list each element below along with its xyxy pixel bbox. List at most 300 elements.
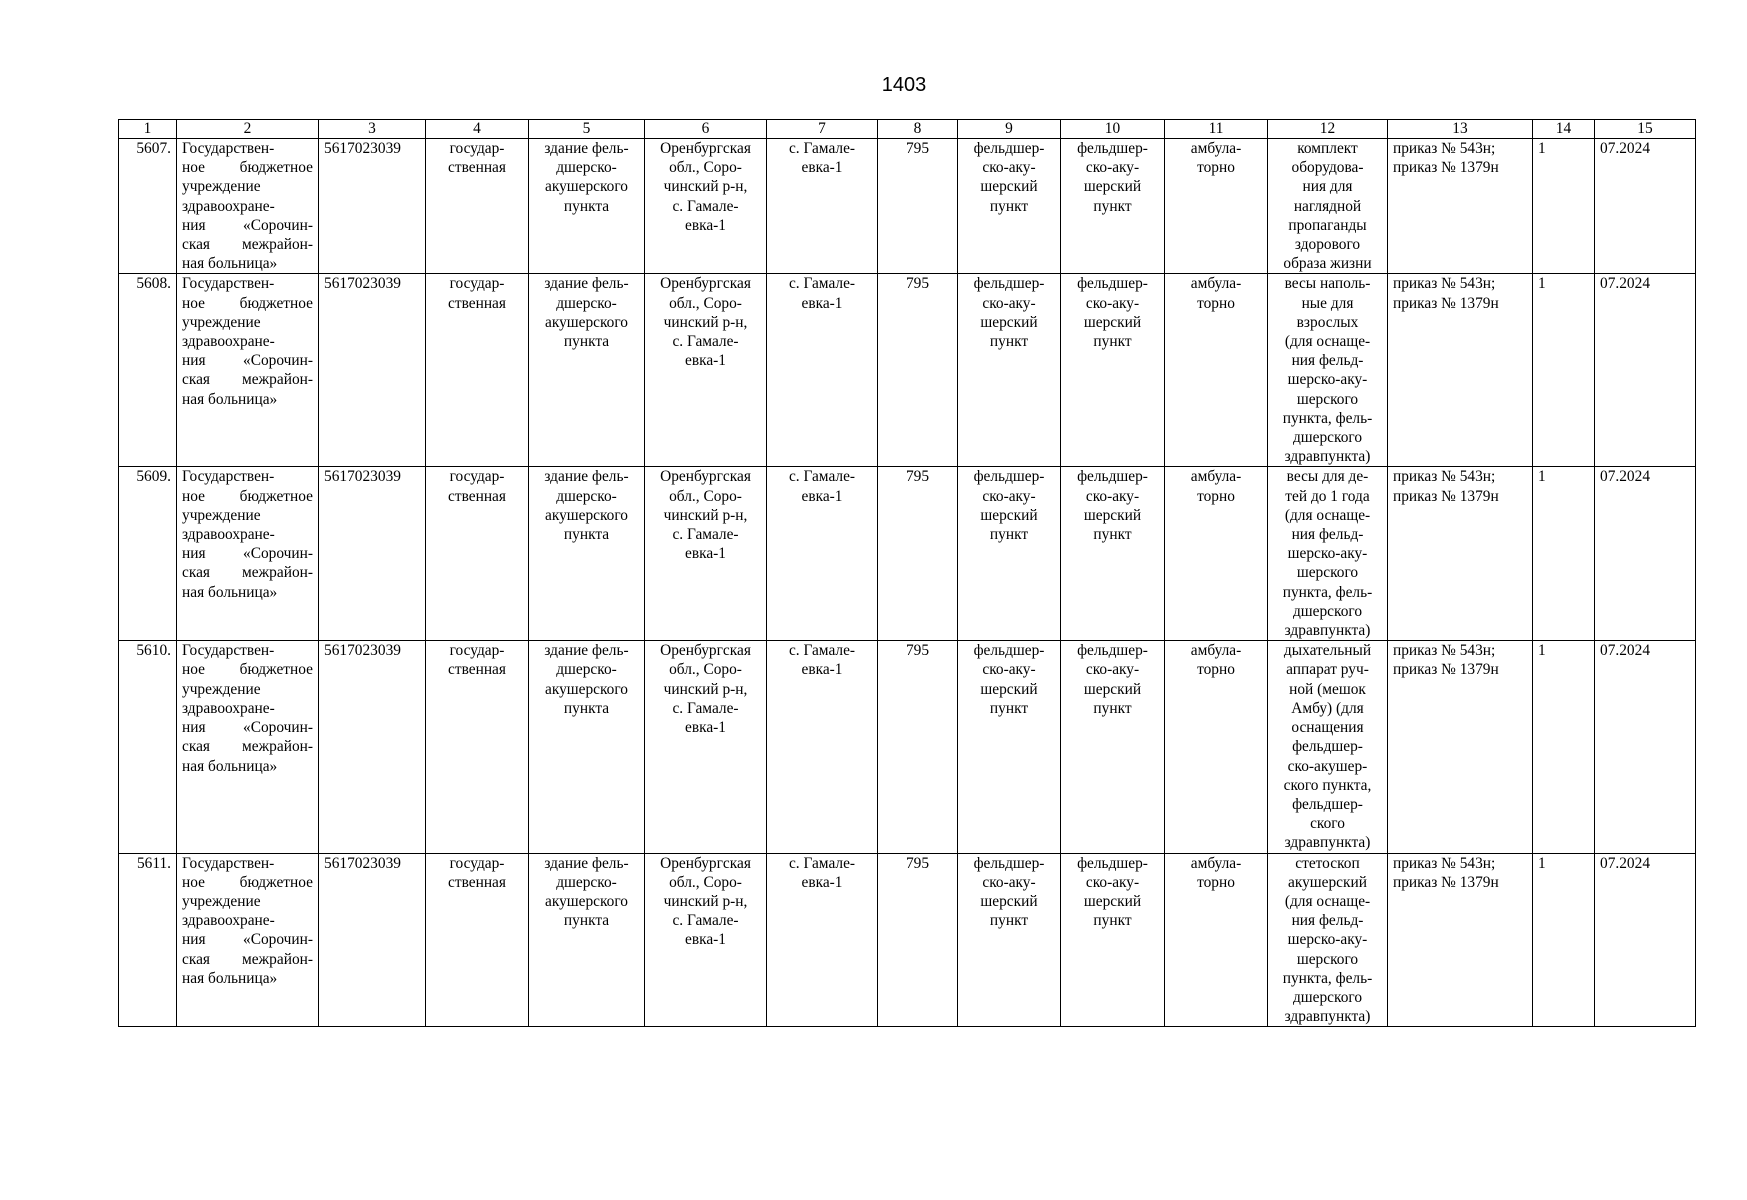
cell-line: дшерского xyxy=(1292,602,1363,620)
cell-line: шерский xyxy=(1083,178,1142,196)
cell-date: 07.2024 xyxy=(1595,274,1696,467)
cell-line: с. Гамале- xyxy=(672,526,739,544)
cell-population: 795 xyxy=(878,641,958,853)
cell-line: ния для xyxy=(1302,178,1353,196)
cell-line: Оренбургская xyxy=(660,275,751,293)
cell-inn: 5617023039 xyxy=(319,139,426,274)
cell-line: Оренбургская xyxy=(660,642,751,660)
cell-line: акушерского xyxy=(544,313,628,331)
cell-line: ная больница» xyxy=(182,583,278,601)
cell-line: оснащения xyxy=(1291,719,1364,737)
cell-organization xyxy=(177,467,319,641)
cell-line: пункта xyxy=(563,912,610,930)
cell-line: фельдшер- xyxy=(1077,642,1148,660)
cell-line: евка-1 xyxy=(685,545,726,563)
cell-equipment xyxy=(1268,853,1388,1027)
cell-row-number: 5609. xyxy=(119,467,177,641)
column-header: 9 xyxy=(958,120,1061,139)
column-header: 2 xyxy=(177,120,319,139)
cell-line: ная больница» xyxy=(182,255,278,273)
cell-line: фельдшер- xyxy=(1292,795,1363,813)
cell-facility-subtype xyxy=(1061,467,1165,641)
cell-line: с. Гамале- xyxy=(788,642,856,660)
cell-line: ственная xyxy=(448,487,506,505)
cell-line: здравпункта) xyxy=(1284,448,1371,466)
cell-line: ского xyxy=(1310,815,1345,833)
column-header: 11 xyxy=(1165,120,1268,139)
cell-row-number: 5608. xyxy=(119,274,177,467)
cell-line: пункт xyxy=(1093,197,1132,215)
cell-line: амбула- xyxy=(1190,140,1242,157)
cell-address xyxy=(645,853,767,1027)
cell-care-form xyxy=(1165,467,1268,641)
cell-line: ное бюджетное xyxy=(182,159,313,177)
cell-line: пункт xyxy=(1093,526,1132,544)
cell-inn: 5617023039 xyxy=(319,641,426,853)
cell-ownership xyxy=(426,641,529,853)
cell-line: дшерского xyxy=(1292,429,1363,447)
cell-line: шерского xyxy=(1296,390,1359,408)
cell-facility-type xyxy=(958,274,1061,467)
cell-line: чинский р-н, xyxy=(663,506,748,524)
column-header: 12 xyxy=(1268,120,1388,139)
cell-orders xyxy=(1388,853,1533,1027)
cell-line: ная больница» xyxy=(182,969,278,987)
cell-line: фельдшер- xyxy=(1077,468,1148,486)
cell-line: здание фель- xyxy=(544,854,629,872)
register-table xyxy=(118,119,1696,1027)
cell-line: акушерский xyxy=(1288,873,1367,891)
cell-line: фельдшер- xyxy=(1077,140,1148,157)
cell-line: шерский xyxy=(980,313,1038,331)
cell-line: евка-1 xyxy=(685,931,726,949)
cell-line: приказ № 543н; xyxy=(1393,642,1496,660)
cell-equipment xyxy=(1268,641,1388,853)
cell-line: евка-1 xyxy=(801,873,843,891)
cell-line: здравпункта) xyxy=(1284,834,1371,852)
cell-line: акушерского xyxy=(544,506,628,524)
cell-line: ско-аку- xyxy=(1085,873,1140,891)
cell-line: учреждение xyxy=(182,178,261,196)
cell-equipment xyxy=(1268,467,1388,641)
cell-line: здание фель- xyxy=(544,468,629,486)
cell-line: ско-аку- xyxy=(982,159,1036,177)
cell-line: ско-акушер- xyxy=(1287,757,1368,775)
cell-line: пункта xyxy=(563,699,610,717)
cell-line: амбула- xyxy=(1190,642,1242,660)
cell-facility-type xyxy=(958,467,1061,641)
cell-line: ное бюджетное xyxy=(182,873,313,891)
cell-line: с. Гамале- xyxy=(788,275,856,293)
cell-settlement xyxy=(767,139,878,274)
cell-line: евка-1 xyxy=(685,719,726,737)
cell-inn: 5617023039 xyxy=(319,853,426,1027)
cell-population: 795 xyxy=(878,274,958,467)
column-header: 3 xyxy=(319,120,426,139)
cell-line: приказ № 1379н xyxy=(1393,487,1499,505)
cell-line: приказ № 1379н xyxy=(1393,294,1499,312)
cell-line: образа жизни xyxy=(1283,255,1372,273)
table-row xyxy=(119,641,1696,853)
cell-address xyxy=(645,139,767,274)
cell-settlement xyxy=(767,641,878,853)
cell-line: Оренбургская xyxy=(660,854,751,872)
cell-line: здравоохране- xyxy=(182,197,275,215)
cell-line: взрослых xyxy=(1296,313,1359,331)
cell-line: чинский р-н, xyxy=(663,178,748,196)
cell-line: тей до 1 года xyxy=(1285,487,1370,505)
cell-population: 795 xyxy=(878,853,958,1027)
cell-line: стетоскоп xyxy=(1295,854,1360,872)
cell-line: шерский xyxy=(1083,313,1142,331)
cell-line: торно xyxy=(1197,159,1235,177)
cell-care-form xyxy=(1165,641,1268,853)
cell-line: ская межрайон- xyxy=(182,236,313,254)
cell-line: шерско-аку- xyxy=(1287,545,1368,563)
cell-line: обл., Соро- xyxy=(669,873,742,891)
cell-line: ния «Сорочин- xyxy=(182,931,313,949)
cell-organization xyxy=(177,274,319,467)
cell-building xyxy=(529,139,645,274)
cell-line: пункт xyxy=(1093,912,1132,930)
table-row xyxy=(119,139,1696,274)
cell-line: шерско-аку- xyxy=(1287,371,1368,389)
cell-line: пункт xyxy=(989,333,1029,351)
cell-building xyxy=(529,641,645,853)
cell-line: шерский xyxy=(980,892,1038,910)
cell-organization xyxy=(177,139,319,274)
cell-row-number: 5610. xyxy=(119,641,177,853)
cell-line: здравпункта) xyxy=(1284,622,1371,640)
cell-line: обл., Соро- xyxy=(669,661,742,679)
cell-line: евка-1 xyxy=(801,159,843,177)
cell-facility-subtype xyxy=(1061,853,1165,1027)
cell-facility-subtype xyxy=(1061,641,1165,853)
cell-row-number: 5611. xyxy=(119,853,177,1027)
cell-line: пункта, фель- xyxy=(1282,969,1373,987)
cell-line: государ- xyxy=(449,642,505,660)
column-header: 7 xyxy=(767,120,878,139)
cell-line: шерский xyxy=(980,178,1038,196)
cell-line: дшерско- xyxy=(556,661,617,679)
column-header: 14 xyxy=(1533,120,1595,139)
cell-line: фельдшер- xyxy=(973,275,1045,293)
cell-line: ская межрайон- xyxy=(182,564,313,582)
cell-line: шерского xyxy=(1296,950,1359,968)
cell-care-form xyxy=(1165,853,1268,1027)
cell-line: амбула- xyxy=(1190,275,1242,293)
cell-address xyxy=(645,641,767,853)
cell-line: с. Гамале- xyxy=(788,468,856,486)
cell-line: ния фельд- xyxy=(1291,912,1364,930)
cell-orders xyxy=(1388,467,1533,641)
cell-line: шерский xyxy=(980,506,1038,524)
cell-line: дшерско- xyxy=(556,487,617,505)
table-row xyxy=(119,853,1696,1027)
table-row xyxy=(119,274,1696,467)
cell-quantity: 1 xyxy=(1533,467,1595,641)
cell-ownership xyxy=(426,467,529,641)
column-header: 13 xyxy=(1388,120,1533,139)
cell-line: пункт xyxy=(1093,699,1132,717)
cell-address xyxy=(645,274,767,467)
cell-line: дшерского xyxy=(1292,988,1363,1006)
cell-line: Государствен- xyxy=(182,140,275,157)
cell-inn: 5617023039 xyxy=(319,274,426,467)
cell-line: ная больница» xyxy=(182,390,278,408)
cell-line: государ- xyxy=(449,468,505,486)
cell-quantity: 1 xyxy=(1533,853,1595,1027)
cell-line: евка-1 xyxy=(801,487,843,505)
cell-line: комплект xyxy=(1297,140,1358,157)
cell-line: чинский р-н, xyxy=(663,313,748,331)
cell-line: Оренбургская xyxy=(660,468,751,486)
table-body xyxy=(119,139,1696,1027)
cell-line: шерский xyxy=(1083,892,1142,910)
cell-line: торно xyxy=(1197,873,1235,891)
cell-line: пункта xyxy=(563,526,610,544)
cell-ownership xyxy=(426,274,529,467)
cell-line: ско-аку- xyxy=(982,661,1036,679)
column-header: 5 xyxy=(529,120,645,139)
cell-inn: 5617023039 xyxy=(319,467,426,641)
cell-line: Государствен- xyxy=(182,642,275,660)
cell-line: амбула- xyxy=(1190,468,1242,486)
column-header: 10 xyxy=(1061,120,1165,139)
cell-quantity: 1 xyxy=(1533,139,1595,274)
cell-line: ско-аку- xyxy=(982,487,1036,505)
cell-facility-type xyxy=(958,139,1061,274)
cell-line: приказ № 543н; xyxy=(1393,854,1496,872)
cell-line: приказ № 543н; xyxy=(1393,140,1496,157)
cell-line: ное бюджетное xyxy=(182,661,313,679)
cell-orders xyxy=(1388,139,1533,274)
cell-line: с. Гамале- xyxy=(672,197,739,215)
cell-line: шерский xyxy=(1083,506,1142,524)
cell-equipment xyxy=(1268,139,1388,274)
cell-line: здание фель- xyxy=(544,140,629,157)
cell-line: ния «Сорочин- xyxy=(182,352,313,370)
cell-line: пункта, фель- xyxy=(1282,409,1373,427)
cell-address xyxy=(645,467,767,641)
cell-facility-type xyxy=(958,853,1061,1027)
cell-date: 07.2024 xyxy=(1595,467,1696,641)
cell-line: приказ № 1379н xyxy=(1393,873,1499,891)
cell-line: шерский xyxy=(1083,680,1142,698)
cell-line: дшерско- xyxy=(556,873,617,891)
cell-line: пункта xyxy=(563,333,610,351)
cell-equipment xyxy=(1268,274,1388,467)
cell-line: здравпункта) xyxy=(1284,1008,1371,1026)
cell-line: здравоохране- xyxy=(182,699,275,717)
cell-care-form xyxy=(1165,139,1268,274)
cell-line: государ- xyxy=(449,854,505,872)
cell-line: пункта, фель- xyxy=(1282,583,1373,601)
cell-organization xyxy=(177,853,319,1027)
cell-line: здравоохране- xyxy=(182,912,275,930)
cell-line: пункт xyxy=(989,526,1029,544)
cell-line: ско-аку- xyxy=(1085,487,1140,505)
cell-line: пункт xyxy=(989,912,1029,930)
cell-line: здорового xyxy=(1294,236,1361,254)
cell-line: фельдшер- xyxy=(973,468,1045,486)
cell-orders xyxy=(1388,641,1533,853)
cell-building xyxy=(529,274,645,467)
cell-line: ные для xyxy=(1301,294,1354,312)
cell-care-form xyxy=(1165,274,1268,467)
cell-facility-type xyxy=(958,641,1061,853)
cell-line: пропаганды xyxy=(1288,216,1367,234)
cell-line: евка-1 xyxy=(685,216,726,234)
cell-row-number: 5607. xyxy=(119,139,177,274)
cell-facility-subtype xyxy=(1061,274,1165,467)
cell-settlement xyxy=(767,853,878,1027)
cell-line: ская межрайон- xyxy=(182,738,313,756)
cell-line: фельдшер- xyxy=(973,140,1045,157)
cell-line: ная больница» xyxy=(182,757,278,775)
cell-line: обл., Соро- xyxy=(669,294,742,312)
cell-line: дшерско- xyxy=(556,159,617,177)
cell-building xyxy=(529,853,645,1027)
cell-line: ственная xyxy=(448,661,506,679)
cell-line: шерско-аку- xyxy=(1287,931,1368,949)
cell-line: (для оснаще- xyxy=(1284,333,1371,351)
cell-line: пункт xyxy=(1093,333,1132,351)
cell-line: ская межрайон- xyxy=(182,371,313,389)
cell-line: (для оснаще- xyxy=(1284,892,1371,910)
cell-line: ско-аку- xyxy=(1085,661,1140,679)
cell-date: 07.2024 xyxy=(1595,853,1696,1027)
cell-line: чинский р-н, xyxy=(663,680,748,698)
cell-line: фельдшер- xyxy=(973,642,1045,660)
cell-line: ско-аку- xyxy=(1085,159,1140,177)
cell-line: здание фель- xyxy=(544,642,629,660)
cell-line: ско-аку- xyxy=(1085,294,1140,312)
cell-line: с. Гамале- xyxy=(672,699,739,717)
cell-line: Амбу) (для xyxy=(1291,699,1364,717)
cell-line: акушерского xyxy=(544,892,628,910)
cell-settlement xyxy=(767,274,878,467)
cell-settlement xyxy=(767,467,878,641)
cell-line: ное бюджетное xyxy=(182,487,313,505)
cell-line: приказ № 1379н xyxy=(1393,159,1499,177)
cell-line: учреждение xyxy=(182,892,261,910)
cell-line: государ- xyxy=(449,275,505,293)
cell-line: ния «Сорочин- xyxy=(182,545,313,563)
cell-organization xyxy=(177,641,319,853)
cell-line: обл., Соро- xyxy=(669,487,742,505)
cell-line: торно xyxy=(1197,487,1235,505)
cell-quantity: 1 xyxy=(1533,274,1595,467)
cell-line: оборудова- xyxy=(1291,159,1364,177)
cell-line: дыхательный xyxy=(1283,642,1372,660)
cell-line: чинский р-н, xyxy=(663,892,748,910)
cell-quantity: 1 xyxy=(1533,641,1595,853)
cell-line: приказ № 543н; xyxy=(1393,468,1496,486)
cell-line: ско-аку- xyxy=(982,873,1036,891)
cell-line: шерского xyxy=(1296,564,1359,582)
cell-line: фельдшер- xyxy=(1077,854,1148,872)
cell-line: шерский xyxy=(980,680,1038,698)
cell-line: евка-1 xyxy=(801,294,843,312)
cell-ownership xyxy=(426,139,529,274)
cell-line: здравоохране- xyxy=(182,333,275,351)
cell-line: приказ № 1379н xyxy=(1393,661,1499,679)
cell-line: Государствен- xyxy=(182,854,275,872)
cell-line: пункт xyxy=(989,699,1029,717)
cell-facility-subtype xyxy=(1061,139,1165,274)
column-header: 6 xyxy=(645,120,767,139)
column-header: 1 xyxy=(119,120,177,139)
cell-line: здравоохране- xyxy=(182,526,275,544)
cell-line: фельдшер- xyxy=(1077,275,1148,293)
cell-line: Оренбургская xyxy=(660,140,751,157)
cell-line: торно xyxy=(1197,294,1235,312)
cell-line: акушерского xyxy=(544,680,628,698)
cell-line: ского пункта, xyxy=(1283,776,1372,794)
cell-line: здание фель- xyxy=(544,275,629,293)
cell-line: ния фельд- xyxy=(1291,526,1364,544)
cell-ownership xyxy=(426,853,529,1027)
cell-line: с. Гамале- xyxy=(788,854,856,872)
page-number: 1403 xyxy=(881,74,927,96)
cell-line: учреждение xyxy=(182,313,261,331)
cell-line: государ- xyxy=(449,140,505,157)
cell-line: наглядной xyxy=(1293,197,1362,215)
cell-line: фельдшер- xyxy=(1292,738,1363,756)
cell-line: ное бюджетное xyxy=(182,294,313,312)
cell-line: с. Гамале- xyxy=(788,140,856,157)
cell-line: обл., Соро- xyxy=(669,159,742,177)
cell-line: учреждение xyxy=(182,680,261,698)
cell-line: торно xyxy=(1197,661,1235,679)
cell-line: приказ № 543н; xyxy=(1393,275,1496,293)
cell-date: 07.2024 xyxy=(1595,139,1696,274)
cell-line: ния «Сорочин- xyxy=(182,719,313,737)
cell-line: ния «Сорочин- xyxy=(182,216,313,234)
table-row xyxy=(119,467,1696,641)
cell-line: ственная xyxy=(448,159,506,177)
cell-line: дшерско- xyxy=(556,294,617,312)
cell-line: Государствен- xyxy=(182,468,275,486)
cell-line: аппарат руч- xyxy=(1286,661,1369,679)
cell-line: акушерского xyxy=(544,178,628,196)
column-number-row xyxy=(119,120,1696,139)
column-header: 8 xyxy=(878,120,958,139)
cell-population: 795 xyxy=(878,139,958,274)
cell-line: ственная xyxy=(448,873,506,891)
cell-line: фельдшер- xyxy=(973,854,1045,872)
cell-line: пункт xyxy=(989,197,1029,215)
cell-line: ско-аку- xyxy=(982,294,1036,312)
cell-line: Государствен- xyxy=(182,275,275,293)
cell-line: евка-1 xyxy=(801,661,843,679)
cell-line: весы для де- xyxy=(1286,468,1369,486)
cell-line: евка-1 xyxy=(685,352,726,370)
cell-line: весы наполь- xyxy=(1284,275,1371,293)
cell-population: 795 xyxy=(878,467,958,641)
cell-line: амбула- xyxy=(1190,854,1242,872)
cell-line: с. Гамале- xyxy=(672,912,739,930)
cell-line: ская межрайон- xyxy=(182,950,313,968)
cell-line: пункта xyxy=(563,197,610,215)
cell-orders xyxy=(1388,274,1533,467)
cell-line: (для оснаще- xyxy=(1284,506,1371,524)
cell-line: ственная xyxy=(448,294,506,312)
cell-line: учреждение xyxy=(182,506,261,524)
column-header: 4 xyxy=(426,120,529,139)
cell-date: 07.2024 xyxy=(1595,641,1696,853)
